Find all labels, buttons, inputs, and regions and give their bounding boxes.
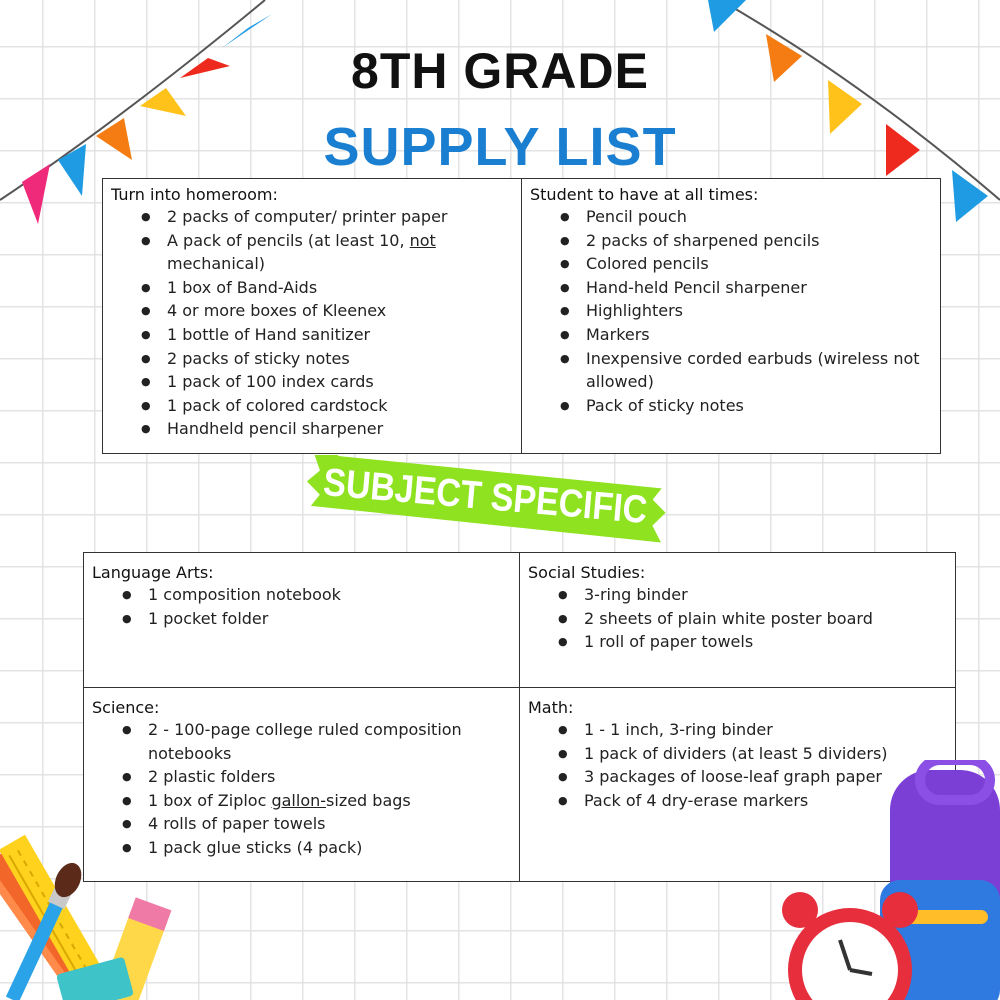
- language-arts-heading: Language Arts:: [92, 563, 214, 582]
- at-all-times-cell: [522, 179, 941, 454]
- homeroom-heading: Turn into homeroom:: [111, 185, 278, 204]
- list-item: ● 1 pack of colored cardstock: [111, 394, 513, 418]
- language-arts-list: [92, 583, 511, 630]
- school-supplies-illustration: [0, 790, 200, 1000]
- homeroom-cell: [103, 179, 522, 454]
- list-item: ● 1 pack of 100 index cards: [111, 370, 513, 394]
- list-item: ● Colored pencils: [530, 252, 932, 276]
- science-heading: Science:: [92, 698, 160, 717]
- math-heading: Math:: [528, 698, 574, 717]
- list-item: ● 2 plastic folders: [92, 765, 511, 789]
- social-studies-cell: [520, 553, 956, 688]
- banner-label: SUBJECT SPECIFIC: [321, 459, 650, 532]
- list-item: ● Handheld pencil sharpener: [111, 417, 513, 441]
- page-subtitle: SUPPLY LIST: [323, 117, 677, 177]
- list-item: ● Pack of 4 dry-erase markers: [528, 789, 947, 813]
- list-item: ● 3 packages of loose-leaf graph paper: [528, 765, 947, 789]
- list-item: ● Hand-held Pencil sharpener: [530, 276, 932, 300]
- list-item: ● A pack of pencils (at least 10, not mechanical): [111, 229, 513, 276]
- list-item: ● 1 - 1 inch, 3-ring binder: [528, 718, 947, 742]
- general-supplies-table: [102, 178, 941, 454]
- homeroom-list: [111, 205, 513, 441]
- list-item: ● 4 rolls of paper towels: [92, 812, 511, 836]
- list-item: ● 4 or more boxes of Kleenex: [111, 299, 513, 323]
- pennant: [708, 0, 746, 32]
- list-item: ● 2 - 100-page college ruled composition notebooks: [92, 718, 511, 765]
- list-item: ● Inexpensive corded earbuds (wireless not allowed): [530, 347, 932, 394]
- list-item: ● Markers: [530, 323, 932, 347]
- list-item: ● Pack of sticky notes: [530, 394, 932, 418]
- list-item: ● 1 pack of dividers (at least 5 dividers): [528, 742, 947, 766]
- list-item: ● 1 roll of paper towels: [528, 630, 947, 654]
- page-title: 8TH GRADE: [351, 43, 649, 99]
- list-item: ● 1 composition notebook: [92, 583, 511, 607]
- list-item: ● 2 sheets of plain white poster board: [528, 607, 947, 631]
- social-studies-heading: Social Studies:: [528, 563, 646, 582]
- list-item: ● 2 packs of sticky notes: [111, 347, 513, 371]
- list-item: ● 1 pack glue sticks (4 pack): [92, 836, 511, 860]
- social-studies-list: [528, 583, 947, 654]
- list-item: ● 1 bottle of Hand sanitizer: [111, 323, 513, 347]
- list-item: ● 1 box of Band-Aids: [111, 276, 513, 300]
- list-item: ● 3-ring binder: [528, 583, 947, 607]
- at-all-times-list: [530, 205, 932, 417]
- subject-specific-banner: [300, 455, 670, 545]
- list-item: ● Highlighters: [530, 299, 932, 323]
- list-item: ● 1 pocket folder: [92, 607, 511, 631]
- backpack-clock-illustration: [760, 760, 1000, 1000]
- language-arts-cell: [84, 553, 520, 688]
- list-item: ● 1 box of Ziploc gallon-sized bags: [92, 789, 511, 813]
- list-item: ● Pencil pouch: [530, 205, 932, 229]
- at-all-times-heading: Student to have at all times:: [530, 185, 759, 204]
- list-item: ● 2 packs of computer/ printer paper: [111, 205, 513, 229]
- list-item: ● 2 packs of sharpened pencils: [530, 229, 932, 253]
